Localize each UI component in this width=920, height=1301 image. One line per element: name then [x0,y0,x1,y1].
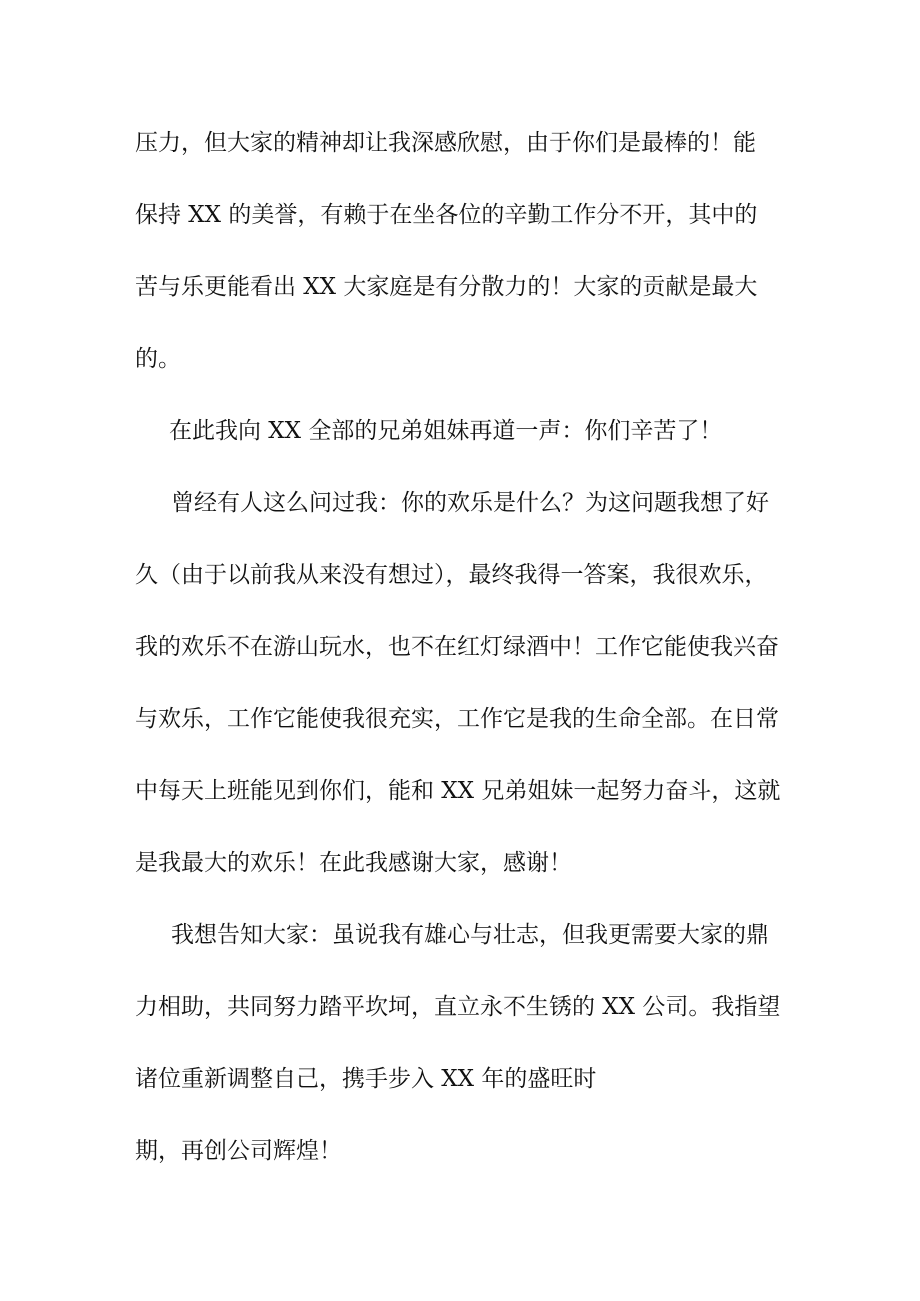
text-line-4: 的。 [135,346,181,372]
text-line-1: 压力，但大家的精神却让我深感欣慰，由于你们是最棒的！能 [135,130,756,156]
text-line-9: 与欢乐，工作它能使我很充实，工作它是我的生命全部。在日常 [135,706,779,732]
text-line-10: 中每天上班能见到你们，能和 XX 兄弟姐妹一起努力奋斗，这就 [135,778,781,804]
text-line-12: 我想告知大家：虽说我有雄心与壮志，但我更需要大家的鼎 [171,922,769,948]
text-line-13: 力相助，共同努力踏平坎坷，直立永不生锈的 XX 公司。我指望 [135,994,781,1020]
text-line-15: 期，再创公司辉煌！ [135,1138,342,1164]
text-line-8: 我的欢乐不在游山玩水，也不在红灯绿酒中！工作它能使我兴奋 [135,634,779,660]
text-line-2: 保持 XX 的美誉，有赖于在坐各位的辛勤工作分不开，其中的 [135,202,758,228]
text-line-3: 苦与乐更能看出 XX 大家庭是有分散力的！大家的贡献是最大 [135,274,758,300]
text-line-7: 久（由于以前我从来没有想过），最终我得一答案，我很欢乐， [135,562,768,588]
text-line-11: 是我最大的欢乐！在此我感谢大家，感谢！ [135,850,572,876]
text-line-6: 曾经有人这么问过我：你的欢乐是什么？为这问题我想了好 [171,490,769,516]
text-line-14: 诸位重新调整自己，携手步入 XX 年的盛旺时 [135,1066,597,1092]
text-line-5: 在此我向 XX 全部的兄弟姐妹再道一声：你们辛苦了！ [169,418,723,444]
